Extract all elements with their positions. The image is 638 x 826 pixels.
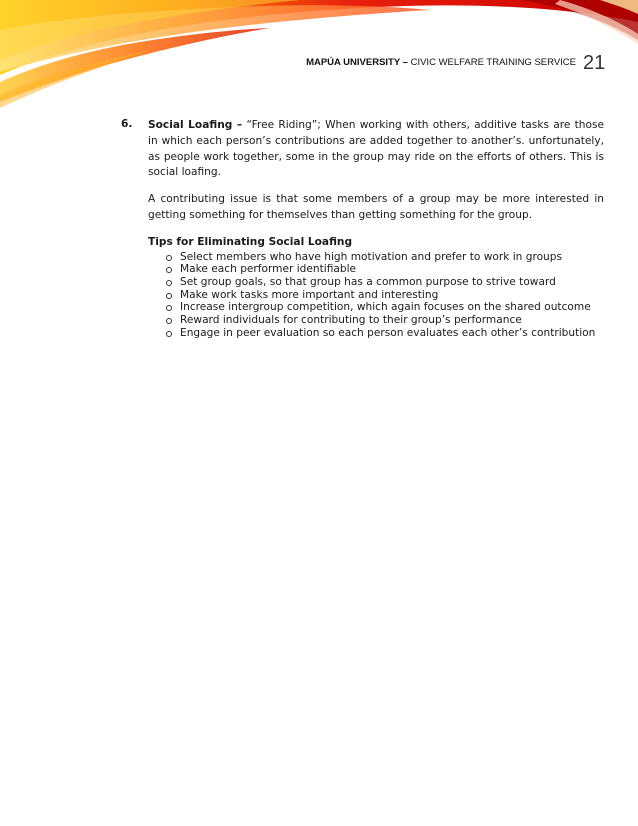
section-term: Social Loafing – (148, 119, 243, 131)
tips-list (148, 251, 604, 340)
section-definition: “Free Riding”; When working with others, additive tasks are those in which each person’s contributions are added together to another’s. unfortunately, as people work together, some in the group may ride on the efforts of others. This is social loafing. (148, 119, 604, 179)
list-item: Make each performer identifiable (166, 263, 604, 276)
page-number: 21 (583, 52, 606, 74)
contributing-issue-paragraph: A contributing issue is that some members of a group may be more interested in getting something for themselves than getting something for the group. (148, 193, 604, 221)
program-name: CIVIC WELFARE TRAINING SERVICE (410, 57, 576, 68)
university-name: MAPÚA UNIVERSITY – (306, 57, 408, 68)
list-item: Set group goals, so that group has a common purpose to strive toward (166, 276, 604, 289)
list-item: Select members who have high motivation and prefer to work in groups (166, 251, 604, 264)
tips-heading: Tips for Eliminating Social Loafing (148, 235, 353, 248)
section-number: 6. (121, 118, 133, 130)
list-item: Make work tasks more important and interesting (166, 289, 604, 302)
section-content (148, 118, 604, 340)
definition-paragraph (148, 118, 604, 181)
list-item: Reward individuals for contributing to their group’s performance (166, 314, 604, 327)
list-item: Engage in peer evaluation so each person evaluates each other’s contribution (166, 327, 604, 340)
running-header (306, 57, 576, 68)
list-item: Increase intergroup competition, which again focuses on the shared outcome (166, 301, 604, 314)
header-wave-decoration (0, 0, 638, 110)
